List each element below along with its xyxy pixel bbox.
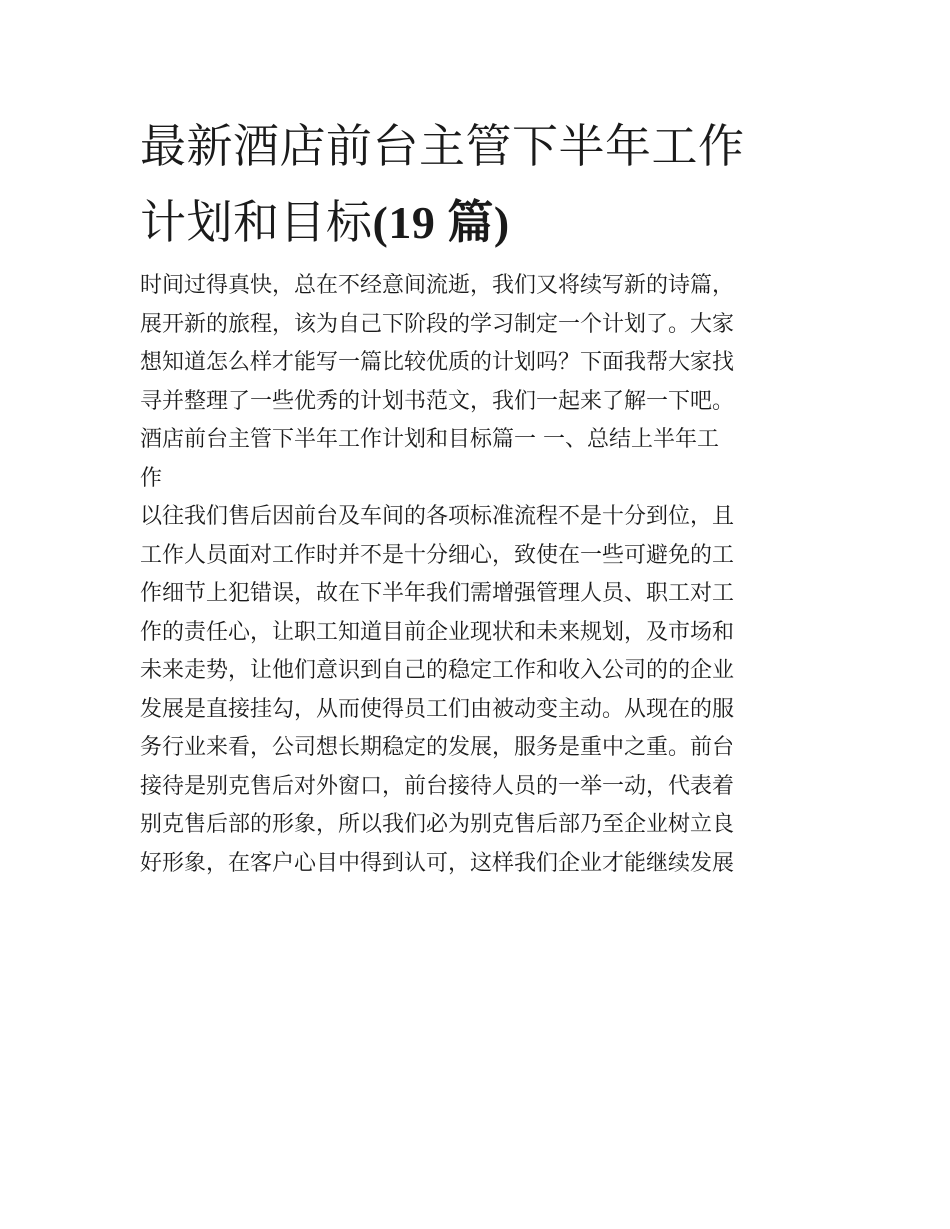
paragraph-section-heading — [140, 421, 812, 498]
text-line: 工作人员面对工作时并不是十分细心，致使在一些可避免的工 — [140, 542, 735, 568]
text-line: 务行业来看，公司想长期稳定的发展，服务是重中之重。前台 — [140, 735, 735, 760]
text-line: 时间过得真快，总在不经意间流逝，我们又将续写新的诗篇， — [140, 273, 735, 298]
title-line — [140, 184, 812, 261]
title-line-text: 计划和目标 — [140, 195, 373, 249]
title-line-text: 最新酒店前台主管下半年工作 — [140, 119, 745, 173]
text-line: 接待是别克售后对外窗口，前台接待人员的一举一动，代表着 — [140, 773, 735, 799]
text-line: 想知道怎么样才能写一篇比较优质的计划吗？下面我帮大家找 — [140, 350, 735, 375]
title-count: (19 篇) — [372, 197, 510, 248]
text-line: 好形象，在客户心目中得到认可，这样我们企业才能继续发展 — [140, 850, 735, 876]
text-line: 作的责任心，让职工知道目前企业现状和未来规划，及市场和 — [140, 619, 735, 645]
text-line: 寻并整理了一些优秀的计划书范文，我们一起来了解一下吧。 — [140, 388, 735, 414]
text-line: 展开新的旅程，该为自己下阶段的学习制定一个计划了。大家 — [140, 311, 735, 337]
document-body — [140, 267, 812, 883]
text-line: 别克售后部的形象，所以我们必为别克售后部乃至企业树立良 — [140, 812, 735, 837]
text-line: 未来走势，让他们意识到自己的稳定工作和收入公司的的企业 — [140, 658, 735, 683]
text-line: 以往我们售后因前台及车间的各项标准流程不是十分到位，且 — [140, 504, 735, 529]
text-line: 发展是直接挂勾，从而使得员工们由被动变主动。从现在的服 — [140, 696, 735, 722]
paragraph-body — [140, 498, 812, 883]
text-line: 酒店前台主管下半年工作计划和目标篇一 一、总结上半年工 — [140, 427, 719, 452]
document-title — [140, 108, 812, 261]
document-page — [140, 108, 812, 883]
title-line — [140, 108, 812, 184]
text-line: 作 — [140, 465, 163, 491]
paragraph-intro — [140, 267, 812, 421]
text-line: 作细节上犯错误，故在下半年我们需增强管理人员、职工对工 — [140, 581, 735, 606]
